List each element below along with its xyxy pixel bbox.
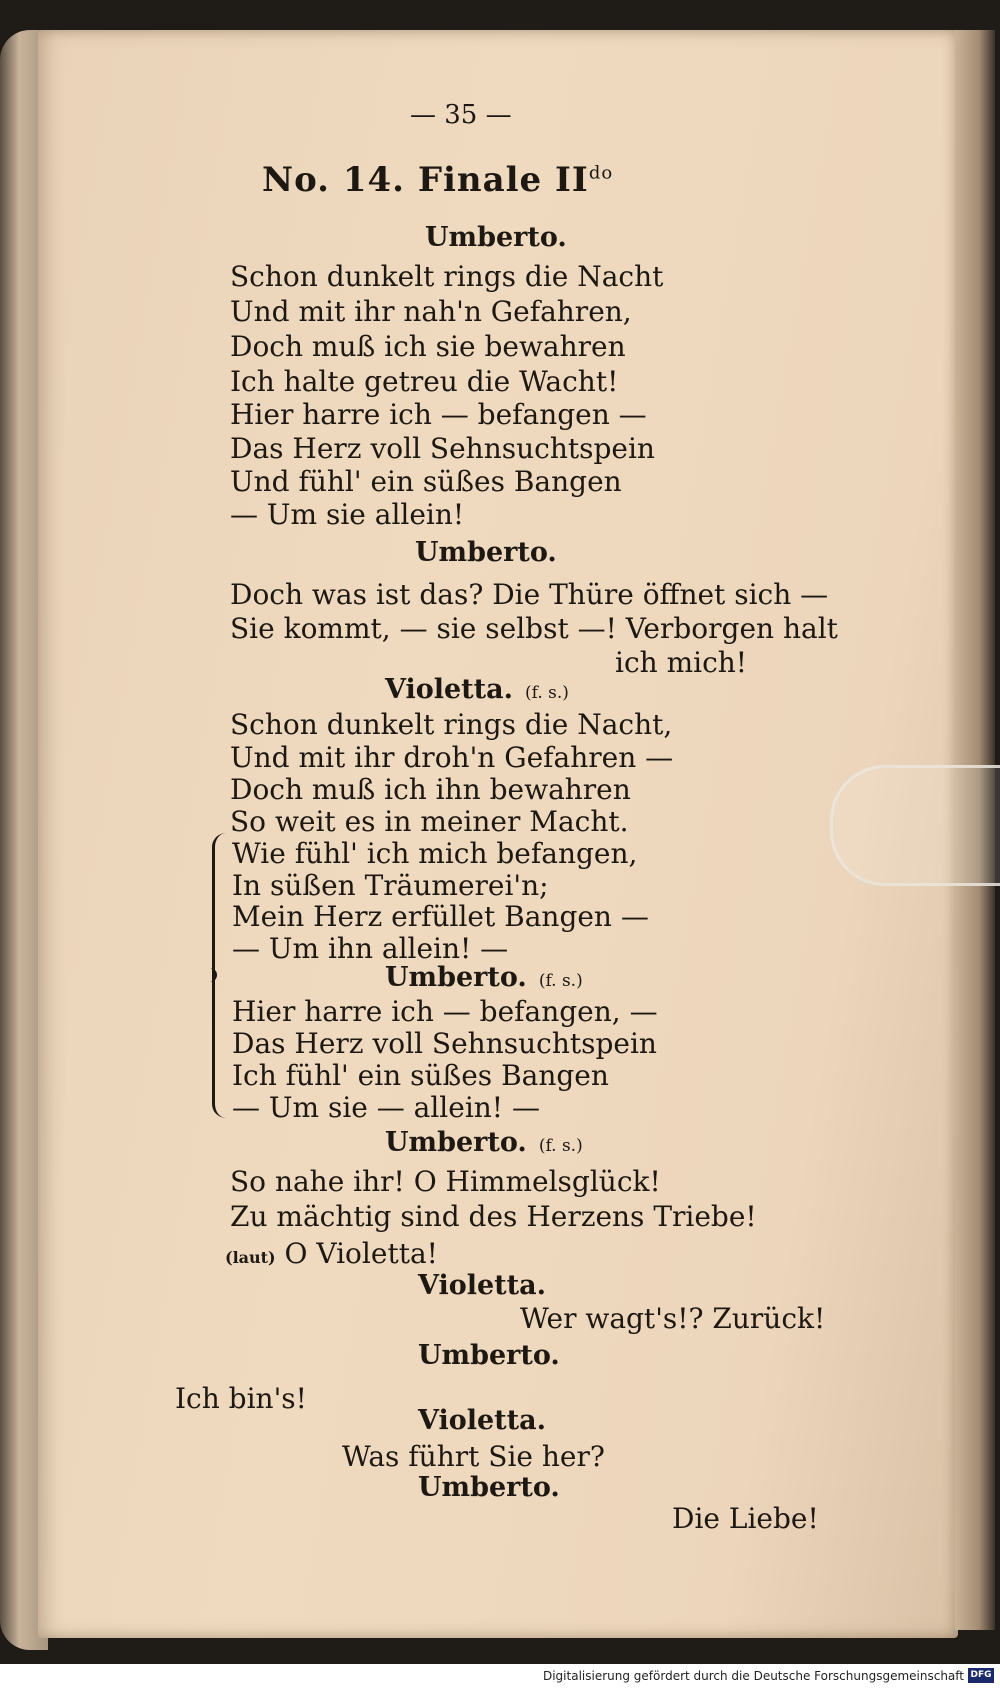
verse-text: O Violetta! — [284, 1237, 438, 1270]
verse-line: Was führt Sie her? — [342, 1440, 605, 1473]
verse-line: Doch muß ich ihn bewahren — [230, 773, 631, 806]
verse-line: Und fühl' ein süßes Bangen — [230, 465, 622, 498]
verse-line: ich mich! — [615, 646, 748, 679]
speaker-violetta: Violetta. — [418, 1405, 547, 1436]
verse-line: — Um sie — allein! — — [232, 1091, 540, 1124]
speaker-violetta: Violetta. — [418, 1270, 547, 1301]
page-number: — 35 — — [410, 100, 512, 130]
speaker-umberto: Umberto. — [418, 1472, 560, 1503]
verse-line: — Um ihn allein! — — [232, 932, 509, 965]
speaker-umberto: Umberto. — [425, 222, 567, 253]
brace-bracket-tip — [202, 968, 217, 982]
verse-line: Und mit ihr droh'n Gefahren — — [230, 741, 674, 774]
verse-line: Das Herz voll Sehnsuchtspein — [230, 432, 655, 465]
verse-line: Und mit ihr nah'n Gefahren, — [230, 295, 632, 328]
verse-line: So nahe ihr! O Himmelsglück! — [230, 1165, 661, 1198]
title-suffix: do — [588, 162, 614, 184]
verse-line: Ich fühl' ein süßes Bangen — [232, 1059, 609, 1092]
speaker-umberto: Umberto. — [418, 1340, 560, 1371]
page-clip — [830, 765, 1000, 886]
speaker-violetta: Violetta. — [385, 674, 514, 705]
title-roman: II — [555, 160, 589, 200]
verse-line: Wie fühl' ich mich befangen, — [232, 837, 638, 870]
verse-line: So weit es in meiner Macht. — [230, 805, 629, 838]
verse-line: Mein Herz erfüllet Bangen — — [232, 900, 649, 933]
verse-line: Die Liebe! — [672, 1502, 819, 1535]
verse-line: Ich halte getreu die Wacht! — [230, 365, 619, 398]
verse-line: — Um sie allein! — [230, 498, 465, 531]
stage-direction: (f. s.) — [525, 683, 569, 703]
verse-line: Schon dunkelt rings die Nacht, — [230, 708, 673, 741]
verse-line: Das Herz voll Sehnsuchtspein — [232, 1027, 657, 1060]
speaker-line — [385, 672, 569, 705]
verse-line: Hier harre ich — befangen, — — [232, 995, 658, 1028]
aside-direction: (laut) — [225, 1248, 276, 1267]
title-number: No. 14. — [262, 160, 405, 200]
verse-line: In süßen Träumerei'n; — [232, 869, 549, 902]
speaker-umberto: Umberto. — [385, 1127, 527, 1158]
verse-line: Doch muß ich sie bewahren — [230, 330, 626, 363]
stage-direction: (f. s.) — [538, 1136, 583, 1156]
verse-line: Zu mächtig sind des Herzens Triebe! — [230, 1200, 757, 1233]
dfg-logo: DFG — [968, 1668, 994, 1683]
verse-line: Sie kommt, — sie selbst —! Verborgen halt — [230, 612, 838, 645]
speaker-umberto: Umberto. — [385, 962, 527, 993]
verse-line: Doch was ist das? Die Thüre öffnet sich — — [230, 578, 829, 611]
stage-direction: (f. s.) — [538, 971, 583, 991]
verse-line: Schon dunkelt rings die Nacht — [230, 260, 664, 293]
verse-line — [225, 1237, 438, 1270]
title-name: Finale — [417, 160, 543, 200]
verse-line: Ich bin's! — [175, 1382, 307, 1415]
page-title — [262, 160, 613, 200]
speaker-line — [385, 1125, 583, 1158]
footer-bar — [0, 1664, 1000, 1688]
verse-line: Hier harre ich — befangen — — [230, 398, 647, 431]
footer-credit: Digitalisierung gefördert durch die Deutsche Forschungsgemeinschaft — [542, 1669, 964, 1683]
verse-line: Wer wagt's!? Zurück! — [520, 1302, 826, 1335]
speaker-line — [385, 960, 583, 993]
speaker-umberto: Umberto. — [415, 537, 557, 568]
